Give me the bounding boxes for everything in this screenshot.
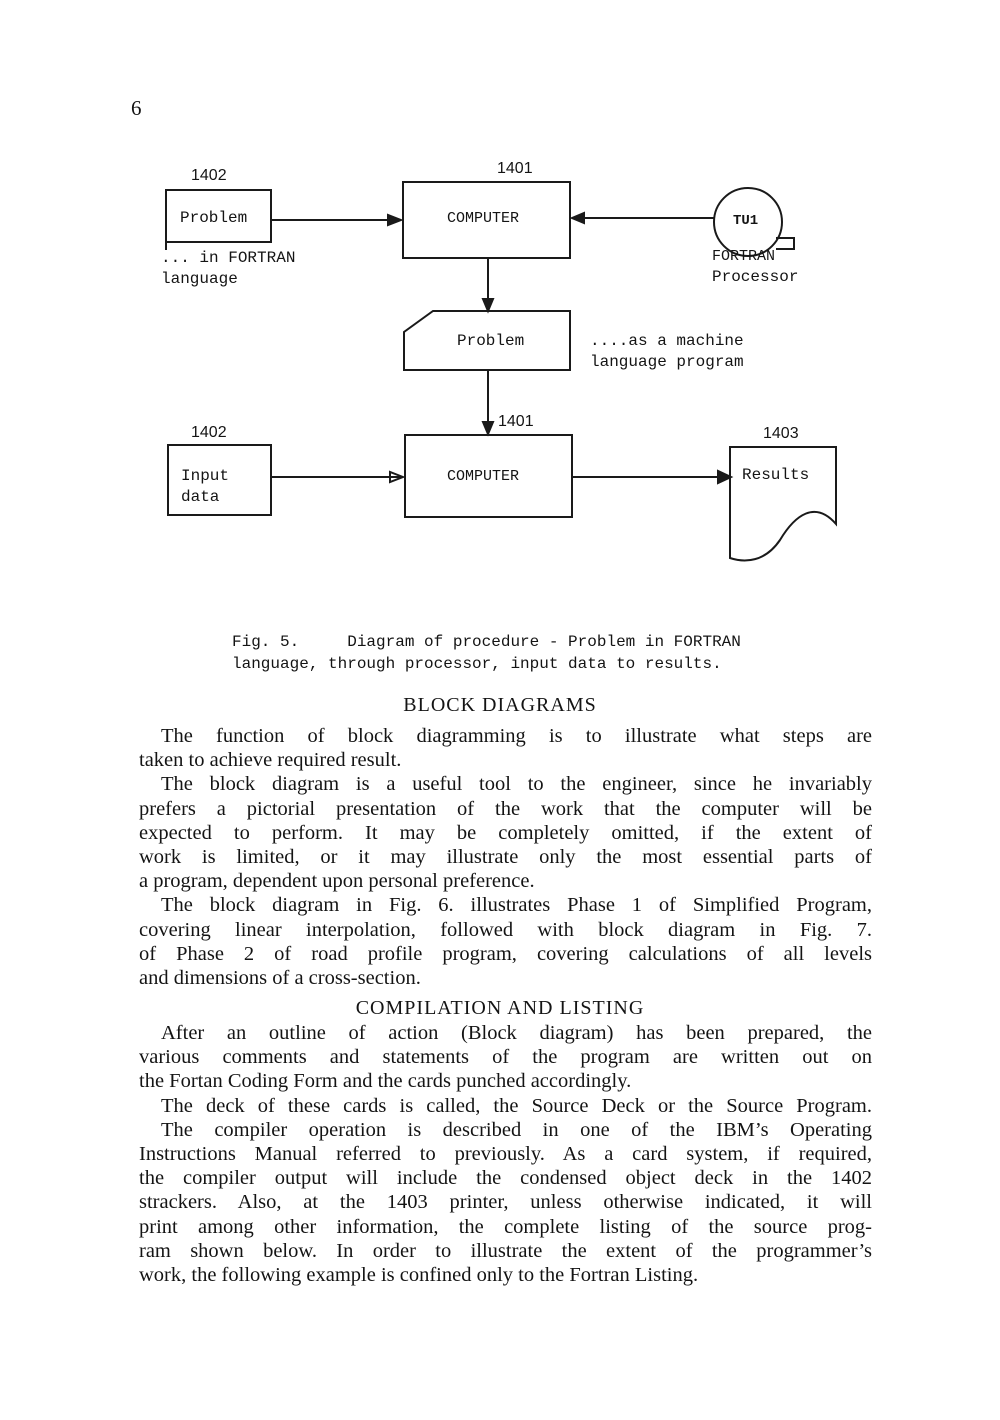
device-label-1403: 1403: [763, 425, 799, 442]
section-compilation-body: [139, 1021, 872, 1287]
text-line: The block diagram is a useful tool to the engineer, since he invariably: [161, 773, 872, 796]
text-line: print among other information, the complete listing of the source prog-: [139, 1215, 872, 1238]
problem-note-line-2: language: [161, 270, 238, 288]
section-heading-compilation-and-listing: COMPILATION AND LISTING: [355, 997, 645, 1019]
device-label-1402-input: 1402: [191, 424, 227, 441]
text-line: The deck of these cards is called, the Source Deck or the Source Program.: [161, 1094, 872, 1117]
text-line: various comments and statements of the program are written out on: [139, 1046, 872, 1069]
caption-line-2: language, through processor, input data to results.: [232, 655, 722, 673]
processor-note-line-1: FORTRAN: [712, 248, 776, 265]
text-line: The compiler operation is described in one of the IBM’s Operating: [161, 1118, 872, 1141]
text-line: work is limited, or it may illustrate only the most essential parts of: [139, 845, 872, 868]
processor-note-line-2: Processor: [712, 268, 799, 286]
problem-note-line-1: ... in FORTRAN: [161, 249, 296, 267]
computer-bottom-label: COMPUTER: [447, 468, 520, 485]
section-block-diagrams-body: [139, 724, 872, 990]
caption-line-1: Fig. 5. Diagram of procedure - Problem in FORTRAN: [232, 633, 741, 651]
input-data-label-line-1: Input: [181, 467, 230, 485]
problem-box-label: Problem: [180, 209, 248, 227]
results-label: Results: [742, 466, 810, 484]
input-data-label-line-2: data: [181, 488, 220, 506]
text-line: After an outline of action (Block diagram) has been prepared, the: [161, 1022, 872, 1044]
device-label-1401-bottom: 1401: [498, 413, 534, 430]
text-line: of Phase 2 of road profile program, covering calculations of all levels: [139, 942, 872, 965]
diagram-lines: [0, 0, 1000, 620]
machine-problem-label: Problem: [457, 332, 525, 350]
text-line: taken to achieve required result.: [139, 749, 402, 772]
text-line: strackers. Also, at the 1403 printer, unless otherwise indicated, it will: [139, 1191, 872, 1214]
text-line: a program, dependent upon personal preference.: [139, 870, 535, 893]
text-line: the compiler output will include the condensed object deck in the 1402: [139, 1167, 872, 1190]
figure-5-diagram: [0, 0, 1000, 620]
text-line: and dimensions of a cross-section.: [139, 966, 421, 989]
text-line: The block diagram in Fig. 6. illustrates Phase 1 of Simplified Program,: [161, 894, 872, 917]
figure-caption: [232, 631, 741, 675]
text-line: work, the following example is confined only to the Fortran Listing.: [139, 1263, 699, 1286]
tape-label: TU1: [733, 213, 759, 229]
text-line: ram shown below. In order to illustrate the extent of the programmer’s: [139, 1239, 872, 1262]
machine-note-line-2: language program: [590, 353, 744, 371]
text-line: The function of block diagramming is to illustrate what steps are: [161, 725, 872, 747]
text-line: covering linear interpolation, followed with block diagram in Fig. 7.: [139, 918, 872, 941]
page-number: 6: [131, 96, 142, 120]
text-line: prefers a pictorial presentation of the work that the computer will be: [139, 797, 872, 820]
device-label-1401-top: 1401: [497, 160, 533, 177]
machine-note-line-1: ....as a machine: [590, 332, 744, 350]
text-line: expected to perform. It may be completely omitted, if the extent of: [139, 821, 872, 844]
computer-top-label: COMPUTER: [447, 210, 520, 227]
text-line: Instructions Manual referred to previously. As a card system, if required,: [139, 1142, 872, 1165]
text-line: the Fortan Coding Form and the cards punched accordingly.: [139, 1070, 632, 1093]
section-heading-block-diagrams: BLOCK DIAGRAMS: [403, 694, 597, 716]
device-label-1402-problem: 1402: [191, 167, 227, 184]
